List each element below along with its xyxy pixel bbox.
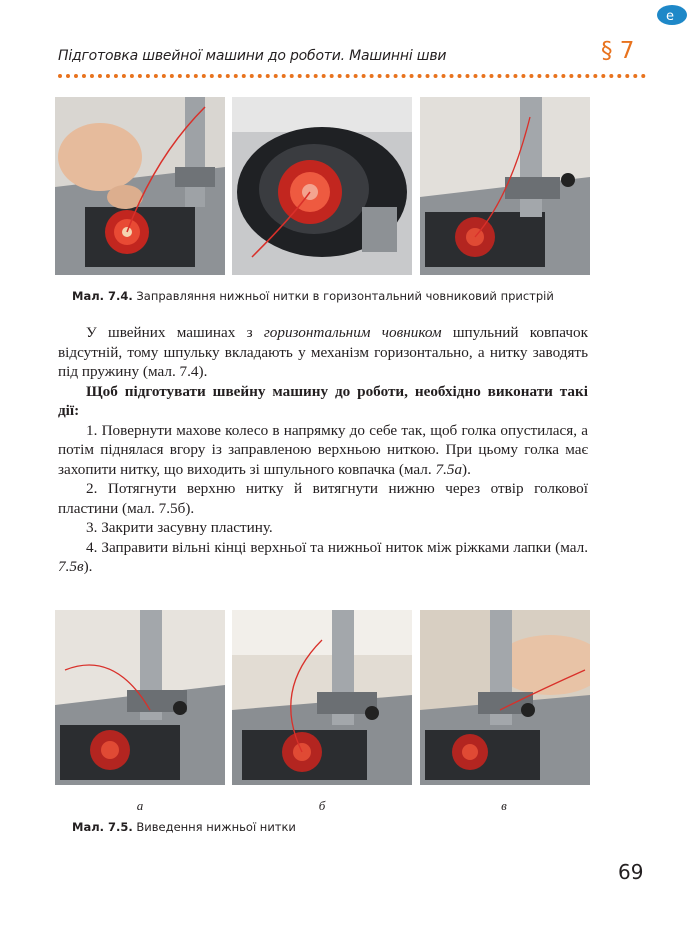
step-4: 4. Заправити вільні кінці верхньої та нижньої ниток між ріжками лапки (мал. 7.5в). bbox=[58, 538, 588, 575]
page-number: 69 bbox=[618, 860, 644, 884]
sublabel-a: а bbox=[136, 798, 144, 813]
photo-bobbin-closeup bbox=[232, 97, 412, 275]
photo-thread-a bbox=[55, 610, 225, 785]
paragraph: У швейних машинах з горизонтальним човником шпульний ковпачок відсутній, тому шпульку вкладають у механізм горизонтально, а нитку заводять під пружину (мал. 7.4). bbox=[58, 324, 588, 380]
step-3: 3. Закрити засувну пластину. bbox=[86, 519, 273, 536]
photo-bobbin-threaded bbox=[420, 97, 590, 275]
body-text bbox=[58, 323, 588, 577]
running-header-title: Підготовка швейної машини до роботи. Машинні шви bbox=[58, 48, 447, 64]
photo-bobbin-insert-hand bbox=[55, 97, 225, 275]
sublabel-c: в bbox=[501, 798, 507, 813]
photo-thread-c bbox=[420, 610, 590, 785]
section-number: § 7 bbox=[601, 38, 635, 64]
figure-label: Мал. 7.4. bbox=[72, 289, 133, 303]
header-divider bbox=[58, 74, 646, 78]
figure-caption-7-5 bbox=[72, 820, 296, 834]
step-1: 1. Повернути махове колесо в напрямку до себе так, щоб голка опустилася, а потім піднялася вгору із заправленою верхньою ниткою. При цьому голка має захопити нитку, що виходить зі шпульного ковпачка (мал. 7.5а). bbox=[58, 421, 588, 478]
figure-text: Виведення нижньої нитки bbox=[136, 820, 296, 834]
sublabel-b: б bbox=[318, 798, 326, 813]
paragraph-bold: Щоб підготувати швейну машину до роботи, необхідно виконати такі дії: bbox=[58, 382, 588, 419]
figure-text: Заправляння нижньої нитки в горизонтальний човниковий пристрій bbox=[136, 289, 554, 303]
figure-caption-7-4 bbox=[72, 289, 554, 303]
svg-text:e: e bbox=[666, 9, 674, 24]
step-2: 2. Потягнути верхню нитку й витягнути нижню через отвір голкової пластини (мал. 7.5б). bbox=[58, 480, 588, 517]
publisher-logo bbox=[656, 4, 688, 26]
figure-label: Мал. 7.5. bbox=[72, 820, 133, 834]
photo-thread-b bbox=[232, 610, 412, 785]
